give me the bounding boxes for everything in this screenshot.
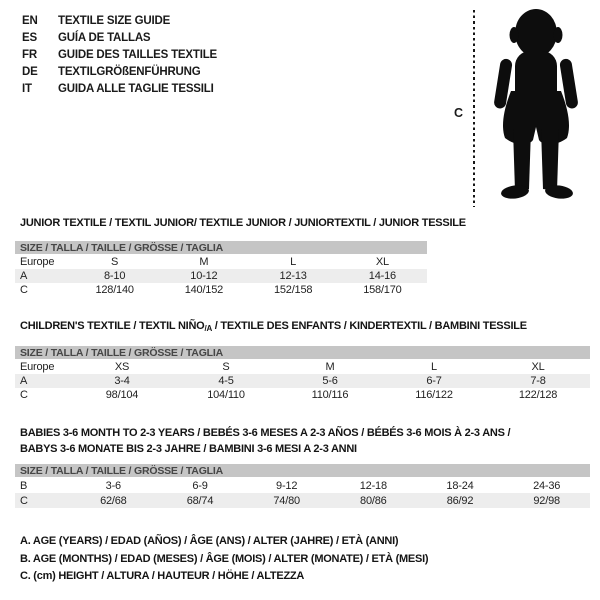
row-label: C <box>20 389 28 401</box>
height-measure-dotted-line <box>473 10 475 207</box>
language-title-list <box>22 13 217 97</box>
children-table-title <box>15 320 590 335</box>
size-header-bar <box>15 346 590 359</box>
lang-title: TEXTILE SIZE GUIDE <box>58 15 171 28</box>
table-cell: L <box>431 361 437 373</box>
children-table-title-text: / TEXTILE DES ENFANTS / KINDERTEXTIL / BAMBINI TESSILE <box>211 320 527 332</box>
junior-table-title <box>15 217 466 230</box>
lang-code: FR <box>22 49 37 62</box>
table-row <box>15 269 427 283</box>
size-table-junior <box>15 255 427 297</box>
row-label: A <box>20 375 28 387</box>
table-cell: 14-16 <box>368 270 396 282</box>
height-measure-label: C <box>454 106 464 120</box>
legend-age-months: B. AGE (MONTHS) / EDAD (MESES) / ÂGE (MOIS) / ALTER (MONATE) / ETÀ (MESI) <box>20 552 429 565</box>
row-label: C <box>20 494 28 507</box>
table-cell: 110/116 <box>311 389 349 401</box>
babies-table-title-line1: BABIES 3-6 MONTH TO 2-3 YEARS / BEBÉS 3-6 MESES A 2-3 AÑOS / BÉBÉS 3-6 MOIS À 2-3 ANS / <box>20 427 511 439</box>
table-cell: 10-12 <box>190 270 218 282</box>
table-cell: 122/128 <box>518 389 558 401</box>
table-cell: 62/68 <box>100 494 127 507</box>
size-header-bar <box>15 464 590 477</box>
table-cell: 68/74 <box>186 494 214 507</box>
table-cell: 140/152 <box>184 284 224 296</box>
toddler-silhouette-icon <box>479 7 592 207</box>
babies-table-section <box>15 426 590 508</box>
table-cell: L <box>290 256 297 268</box>
table-row <box>15 493 590 508</box>
table-cell: 158/170 <box>363 284 402 296</box>
lang-title: TEXTILGRÖßENFÜHRUNG <box>58 66 201 79</box>
babies-table-title-line2: BABYS 3-6 MONATE BIS 2-3 JAHRE / BAMBINI 3-6 MESI A 2-3 ANNI <box>20 442 357 455</box>
row-label: B <box>20 479 28 492</box>
size-header-text: SIZE / TALLA / TAILLE / GRÖSSE / TAGLIA <box>20 346 223 359</box>
lang-title: GUIDE DES TAILLES TEXTILE <box>58 49 217 62</box>
table-row <box>15 374 590 388</box>
table-cell: M <box>199 256 209 268</box>
children-table-title-text: CHILDREN'S TEXTILE / TEXTIL NIÑO <box>20 320 205 332</box>
size-table-children <box>15 360 590 402</box>
lang-code: IT <box>22 83 32 95</box>
lang-row-es <box>22 30 217 47</box>
table-cell: 128/140 <box>95 284 134 296</box>
table-cell: XS <box>114 361 130 373</box>
table-cell: S <box>222 361 230 373</box>
table-cell: 12-13 <box>279 270 307 282</box>
table-cell: 7-8 <box>530 375 546 387</box>
row-label: Europe <box>20 256 55 268</box>
table-cell: 12-18 <box>359 479 387 492</box>
legend-height: C. (cm) HEIGHT / ALTURA / HAUTEUR / HÖHE / ALTEZZA <box>20 570 305 582</box>
table-cell: 86/92 <box>446 494 474 507</box>
table-cell: 18-24 <box>446 479 474 492</box>
lang-row-de <box>22 64 217 81</box>
lang-code: DE <box>22 66 38 79</box>
row-label: A <box>20 270 28 282</box>
lang-code: ES <box>22 32 37 45</box>
table-cell: 74/80 <box>273 494 300 507</box>
table-cell: 104/110 <box>207 389 245 401</box>
size-header-bar <box>15 241 427 254</box>
table-row <box>15 388 590 402</box>
table-cell: 152/158 <box>273 284 313 296</box>
table-cell: 92/98 <box>533 494 560 507</box>
table-cell: XL <box>375 256 389 268</box>
children-table-title-sub: /A <box>204 324 212 333</box>
table-row <box>15 478 590 493</box>
lang-code: EN <box>22 15 38 28</box>
lang-title: GUÍA DE TALLAS <box>58 32 151 45</box>
table-cell: 9-12 <box>276 479 298 492</box>
table-cell: 80/86 <box>360 494 387 507</box>
size-header-text: SIZE / TALLA / TAILLE / GRÖSSE / TAGLIA <box>20 464 223 477</box>
babies-table-title <box>15 426 590 457</box>
junior-table-section <box>15 217 466 297</box>
table-cell: 8-10 <box>104 270 126 282</box>
lang-row-en <box>22 13 217 30</box>
legend <box>20 533 428 586</box>
table-cell: 5-6 <box>322 375 338 387</box>
row-label: C <box>20 284 28 296</box>
table-cell: M <box>325 361 335 373</box>
table-row <box>15 255 427 269</box>
table-cell: 3-4 <box>114 375 130 387</box>
table-cell: 4-5 <box>218 375 234 387</box>
table-cell: S <box>111 256 119 268</box>
table-cell: 3-6 <box>105 479 121 492</box>
junior-table-title-text: JUNIOR TEXTILE / TEXTIL JUNIOR/ TEXTILE JUNIOR / JUNIORTEXTIL / JUNIOR TESSILE <box>20 217 466 229</box>
children-table-section <box>15 320 590 402</box>
lang-row-it <box>22 81 217 98</box>
size-header-text: SIZE / TALLA / TAILLE / GRÖSSE / TAGLIA <box>20 241 223 254</box>
table-cell: 116/122 <box>415 389 453 401</box>
size-table-babies <box>15 478 590 508</box>
legend-age-years: A. AGE (YEARS) / EDAD (AÑOS) / ÂGE (ANS) / ALTER (JAHRE) / ETÀ (ANNI) <box>20 535 399 547</box>
table-cell: 6-7 <box>426 375 442 387</box>
row-label: Europe <box>20 361 55 373</box>
table-cell: XL <box>531 361 545 373</box>
lang-row-fr <box>22 47 217 64</box>
table-row <box>15 360 590 374</box>
lang-title: GUIDA ALLE TAGLIE TESSILI <box>58 83 214 95</box>
table-cell: 6-9 <box>192 479 208 492</box>
table-cell: 24-36 <box>533 479 561 492</box>
table-row <box>15 283 427 297</box>
table-cell: 98/104 <box>105 389 139 401</box>
